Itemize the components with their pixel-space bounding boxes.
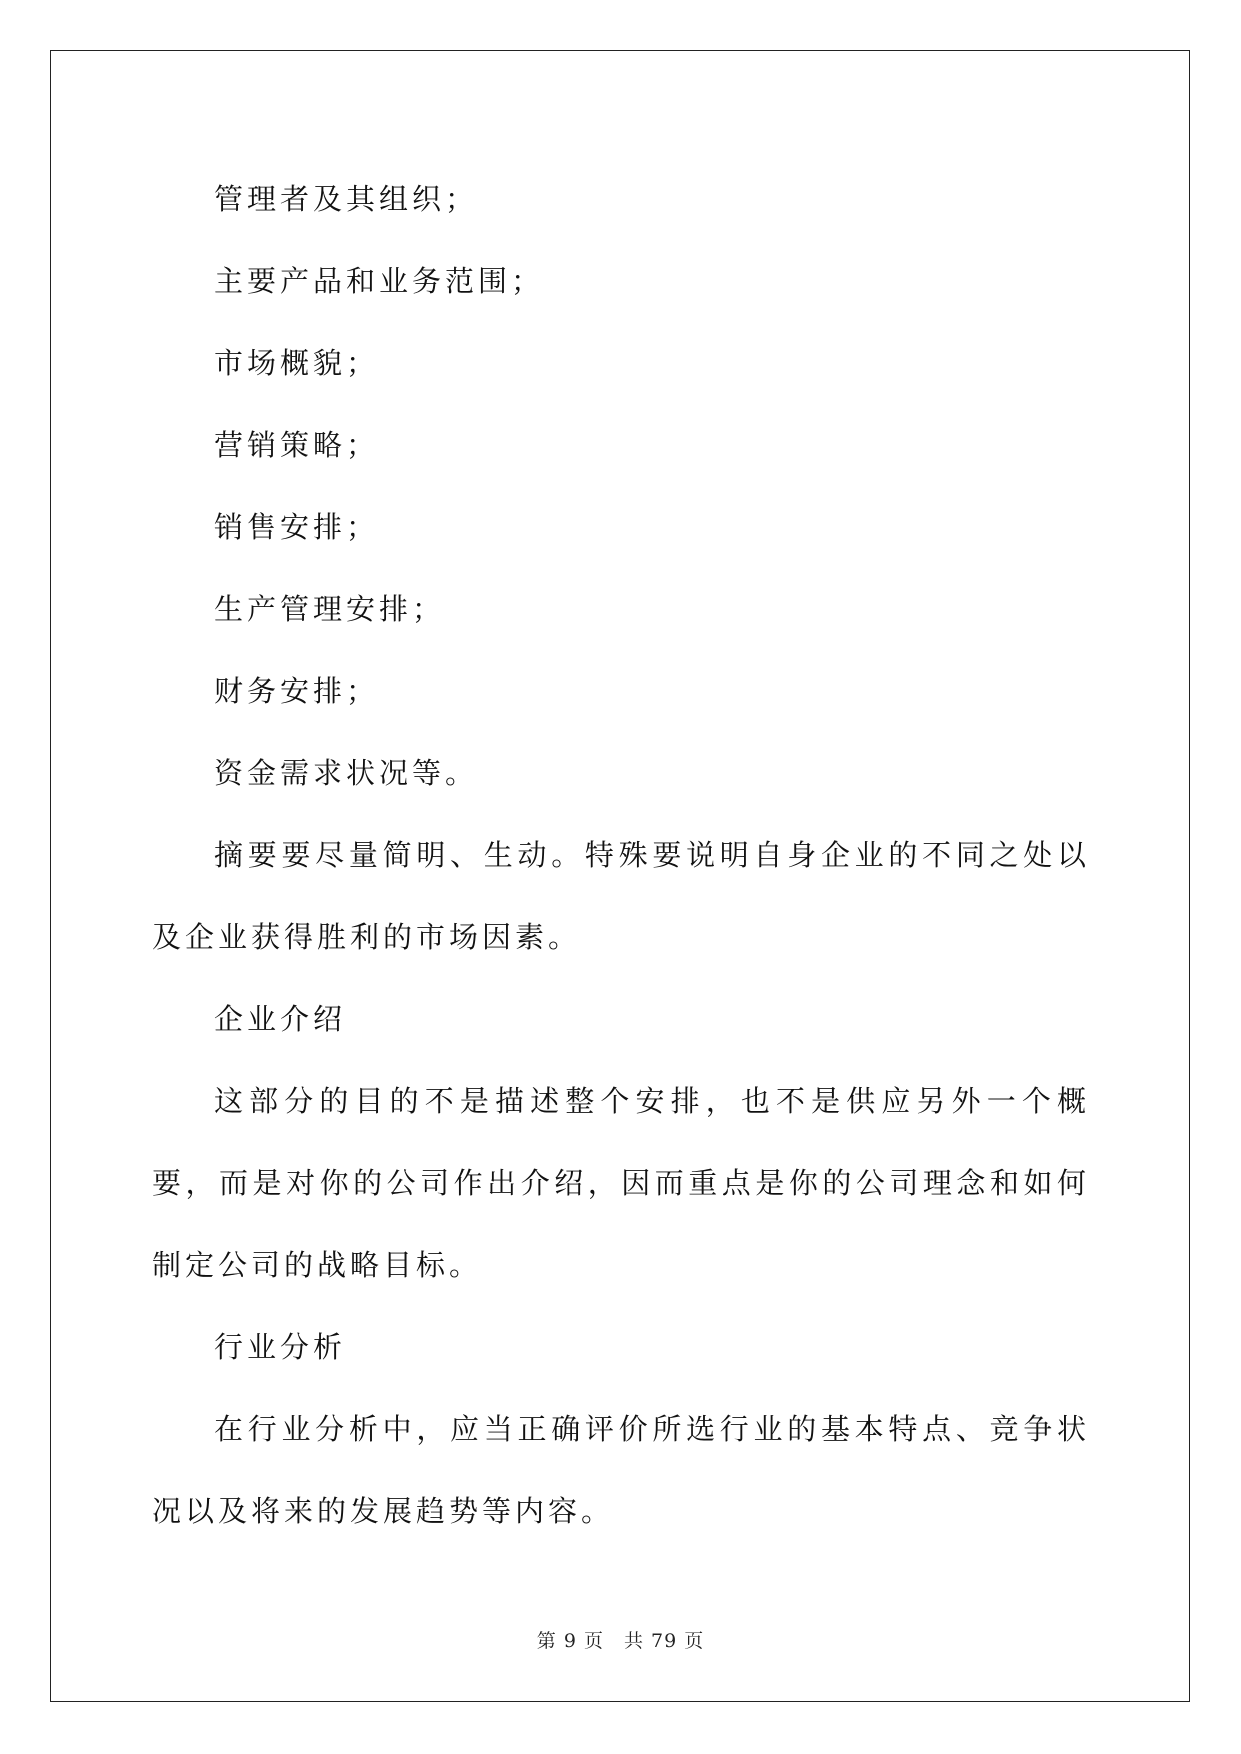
page-number-label: 第 9 页 共 79 页 xyxy=(536,1630,705,1652)
paragraph-production: 生产管理安排； xyxy=(214,592,446,626)
page-number-footer xyxy=(0,1626,1241,1653)
paragraph-market: 市场概貌； xyxy=(214,346,380,380)
paragraph-marketing: 营销策略； xyxy=(214,428,380,462)
paragraph-products: 主要产品和业务范围； xyxy=(214,264,545,298)
paragraph-summary-advice: 摘要要尽量简明、生动。特殊要说明自身企业的不同之处以及企业获得胜利的市场因素。 xyxy=(152,838,1090,954)
paragraph-industry-analysis: 在行业分析中，应当正确评价所选行业的基本特点、竞争状况以及将来的发展趋势等内容。 xyxy=(152,1412,1090,1528)
document-body xyxy=(152,158,1090,1552)
paragraph-funding: 资金需求状况等。 xyxy=(214,756,479,790)
paragraph-company-intro: 这部分的目的不是描述整个安排，也不是供应另外一个概要，而是对你的公司作出介绍，因而重点是你的公司理念和如何制定公司的战略目标。 xyxy=(152,1084,1090,1282)
paragraph-sales: 销售安排； xyxy=(214,510,380,544)
section-heading-industry-analysis: 行业分析 xyxy=(214,1330,347,1364)
paragraph-managers: 管理者及其组织； xyxy=(214,182,479,216)
paragraph-finance: 财务安排； xyxy=(214,674,380,708)
section-heading-company-intro: 企业介绍 xyxy=(214,1002,347,1036)
